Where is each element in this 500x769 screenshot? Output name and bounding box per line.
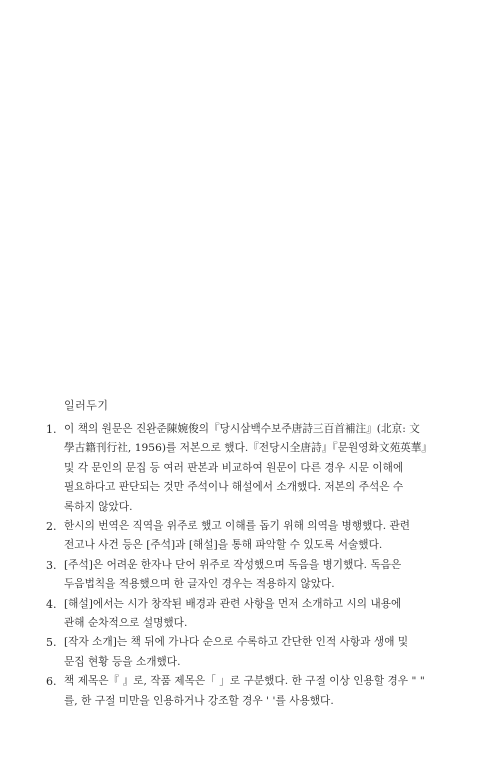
note-line: [작자 소개]는 책 뒤에 가나다 순으로 수록하고 간단한 인적 사항과 생애 및 bbox=[64, 636, 409, 649]
note-item-6 bbox=[46, 672, 448, 711]
note-line: 두음법칙을 적용했으며 한 글자인 경우는 적용하지 않았다. bbox=[64, 578, 335, 591]
note-line: 문집 현황 등을 소개했다. bbox=[64, 655, 181, 668]
note-item-1 bbox=[46, 420, 448, 517]
note-number: 2. bbox=[46, 520, 57, 534]
note-line: [해설]에서는 시가 창작된 배경과 관련 사항을 먼저 소개하고 시의 내용에 bbox=[64, 597, 402, 610]
note-number: 1. bbox=[46, 423, 57, 436]
note-line: 및 각 문인의 문집 등 여러 판본과 비교하여 원문이 다른 경우 시문 이해에 bbox=[64, 461, 404, 474]
note-number: 5. bbox=[46, 636, 57, 650]
note-line: 한시의 번역은 직역을 위주로 했고 이해를 돕기 위해 의역을 병행했다. 관련 bbox=[64, 520, 411, 533]
note-line: 이 책의 원문은 진완준陳婉俊의『당시삼백수보주唐詩三百首補注』(北京: 文 bbox=[64, 423, 420, 435]
note-line: 록하지 않았다. bbox=[64, 500, 133, 513]
note-number: 3. bbox=[46, 558, 57, 572]
note-line: 전고나 사건 등은 [주석]과 [해설]을 통해 파악할 수 있도록 서술했다. bbox=[64, 539, 383, 552]
note-item-5 bbox=[46, 633, 448, 672]
note-item-2 bbox=[46, 517, 448, 556]
notes-list bbox=[46, 420, 448, 711]
note-item-4 bbox=[46, 595, 448, 634]
note-line: 學古籍刊行社, 1956)를 저본으로 했다.『전당시全唐詩』『문원영화文苑英華』 bbox=[64, 442, 433, 455]
note-line: 를, 한 구절 미만을 인용하거나 강조할 경우 ' '를 사용했다. bbox=[64, 694, 334, 707]
note-line: 필요하다고 판단되는 것만 주석이나 해설에서 소개했다. 저본의 주석은 수 bbox=[64, 481, 404, 494]
note-item-3 bbox=[46, 556, 448, 595]
note-line: 책 제목은『 』로, 작품 제목은「 」로 구분했다. 한 구절 이상 인용할 경우 " " bbox=[64, 675, 425, 688]
note-line: [주석]은 어려운 한자나 단어 위주로 작성했으며 독음을 병기했다. 독음은 bbox=[64, 558, 402, 571]
section-heading: 일러두기 bbox=[64, 399, 109, 412]
note-number: 4. bbox=[46, 597, 57, 611]
note-line: 관해 순차적으로 설명했다. bbox=[64, 617, 188, 630]
note-number: 6. bbox=[46, 675, 57, 689]
